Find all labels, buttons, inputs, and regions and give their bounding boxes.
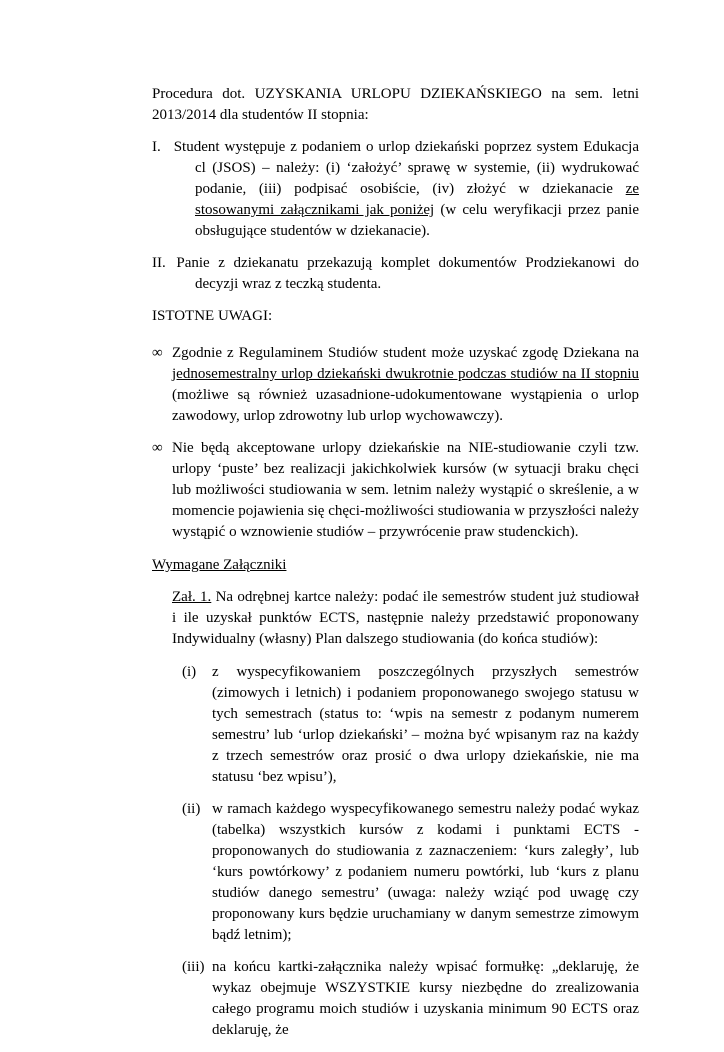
sub-item-iii-text: na końcu kartki-załącznika należy wpisać formułkę: „deklaruję, że wykaz obejmuje WSZYSTKIE kursy niezbędne do zrealizowania całego programu moich studiów i uzyskania minimum 90 ECTS oraz deklaruję, że (212, 959, 639, 1038)
sub-item-ii-text: w ramach każdego wyspecyfikowanego semestru należy podać wykaz (tabelka) wszystkich kursów z kodami i punktami ECTS - proponowanych do studiowania z zaznaczeniem: ‘kurs zaległy’, lub ‘kurs powtórkowy’ z podaniem numeru powtórki, lub ‘kurs z planu studiów danego semestru’ (uwaga: należy wziąć pod uwagę czy proponowany kurs będzie uruchamiany w danym semestrze zimowym bądź letnim); (212, 801, 639, 943)
sub-item-i-label: (i) (182, 664, 197, 680)
attachment-1 (152, 587, 639, 650)
bullet-infinity-icon: ∞ (152, 440, 163, 456)
attachments-heading: Wymagane Załączniki (152, 557, 287, 573)
sub-item-ii-label: (ii) (182, 801, 201, 817)
step-1-underlined: ze stosowanymi załącznikami jak poniżej (195, 181, 639, 218)
step-1-text-after: (w celu weryfikacji przez panie obsługujące studentów w dziekanacie). (195, 202, 639, 239)
notes-heading: ISTOTNE UWAGI: (152, 308, 273, 324)
document-title: Procedura dot. UZYSKANIA URLOPU DZIEKAŃSKIEGO na sem. letni 2013/2014 dla studentów II stopnia: (152, 86, 639, 123)
note-2 (152, 438, 639, 543)
step-1-label: I. (152, 139, 161, 155)
step-2 (152, 253, 639, 295)
sub-item-i (182, 662, 639, 788)
sub-item-iii-label: (iii) (182, 959, 205, 975)
step-2-text: Panie z dziekanatu przekazują komplet dokumentów Prodziekanowi do decyzji wraz z teczką studenta. (176, 255, 639, 292)
step-1-text-before: Student występuje z podaniem o urlop dziekański poprzez system Edukacja cl (JSOS) – należy: (i) ‘założyć’ sprawę w systemie, (ii) wydrukować podanie, (iii) podpisać osobiście, (iv) złożyć w dziekanacie (173, 139, 639, 197)
note-2-text: Nie będą akceptowane urlopy dziekańskie na NIE-studiowanie czyli tzw. urlopy ‘puste’ bez realizacji jakichkolwiek kursów (w sytuacji braku chęci lub możliwości studiowania w sem. letnim należy wystąpić o skreślenie, a w momencie pojawienia się chęci-możliwości studiowania w przyszłości należy wystąpić o wznowienie studiów – przywrócenie praw studenckich). (172, 440, 639, 540)
step-1 (152, 137, 639, 242)
note-1-underlined: jednosemestralny urlop dziekański dwukrotnie podczas studiów na II stopniu (172, 366, 639, 382)
note-1-text-after: (możliwe są również uzasadnione-udokumentowane wystąpienia o urlop zawodowy, urlop zdrowotny lub urlop wychowawczy). (172, 387, 639, 424)
note-1 (152, 343, 639, 427)
sub-item-iii (182, 957, 639, 1041)
sub-item-i-text: z wyspecyfikowaniem poszczególnych przyszłych semestrów (zimowych i letnich) i podaniem proponowanego swojego statusu w tych semestrach (status to: ‘wpis na semestr z podanym numerem semestru’ lub ‘urlop dziekański’ – można być wpisanym raz na każdy z trzech semestrów oraz prosić o dwa urlopy dziekańskie, nie ma statusu ‘bez wpisu’), (212, 664, 639, 785)
bullet-infinity-icon: ∞ (152, 345, 163, 361)
attachment-1-label: Zał. 1. (172, 589, 212, 605)
note-1-text-before: Zgodnie z Regulaminem Studiów student może uzyskać zgodę Dziekana na (172, 345, 639, 361)
attachment-1-text: Na odrębnej kartce należy: podać ile semestrów student już studiował i ile uzyskał punktów ECTS, następnie należy przedstawić proponowany Indywidualny (własny) Plan dalszego studiowania (do końca studiów): (172, 589, 639, 647)
step-2-label: II. (152, 255, 166, 271)
sub-item-ii (182, 799, 639, 946)
document-page (152, 84, 639, 1052)
